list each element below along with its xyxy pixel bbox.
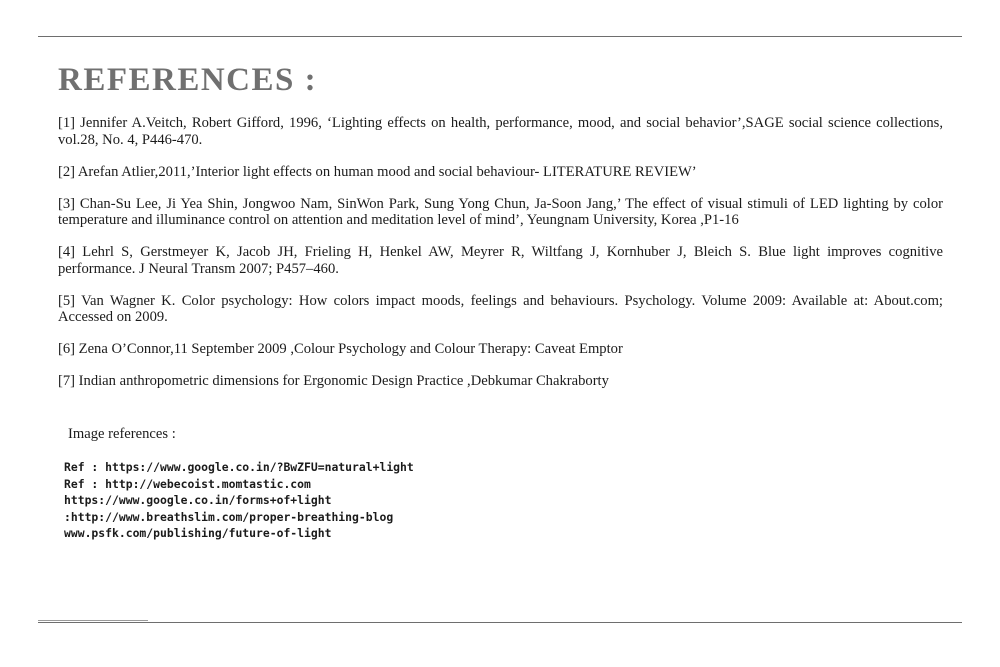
reference-item-3: [3] Chan-Su Lee, Ji Yea Shin, Jongwoo Nam, SinWon Park, Sung Yong Chun, Ja-Soon Jang,’ The effect of visual stimuli of LED lighting by color temperature and illuminance control on attention and meditation level of mind’, Yeungnam University, Korea ,P1-16 bbox=[58, 195, 943, 228]
image-reference-link-2: Ref : http://webecoist.momtastic.com bbox=[64, 476, 311, 491]
image-reference-link-5: www.psfk.com/publishing/future-of-light bbox=[64, 526, 332, 540]
reference-item-6: [6] Zena O’Connor,11 September 2009 ,Colour Psychology and Colour Therapy: Caveat Emptor bbox=[58, 341, 623, 357]
image-reference-link-4: :http://www.breathslim.com/proper-breathing-blog bbox=[64, 509, 394, 524]
image-references-label: Image references : bbox=[68, 426, 176, 442]
reference-item-4: [4] Lehrl S, Gerstmeyer K, Jacob JH, Frieling H, Henkel AW, Meyrer R, Wiltfang J, Kornhuber J, Bleich S. Blue light improves cognitive performance. J Neural Transm 2007; P457–460. bbox=[58, 244, 943, 277]
reference-item-2: [2] Arefan Atlier,2011,’Interior light effects on human mood and social behaviour- LITERATURE REVIEW’ bbox=[58, 163, 697, 180]
image-reference-list bbox=[64, 459, 414, 542]
bottom-divider bbox=[38, 622, 962, 623]
page-title: REFERENCES : bbox=[58, 62, 318, 98]
image-reference-link-3: https://www.google.co.in/forms+of+light bbox=[64, 493, 332, 507]
image-reference-link-1: Ref : https://www.google.co.in/?BwZFU=natural+light bbox=[64, 460, 414, 474]
top-divider bbox=[38, 36, 962, 37]
reference-item-5: [5] Van Wagner K. Color psychology: How colors impact moods, feelings and behaviours. Psychology. Volume 2009: Available at: About.com; Accessed on 2009. bbox=[58, 292, 943, 325]
reference-item-1: [1] Jennifer A.Veitch, Robert Gifford, 1996, ‘Lighting effects on health, performance, mood, and social behavior’,SAGE social science collections, vol.28, No. 4, P446-470. bbox=[58, 115, 943, 148]
bottom-divider-accent bbox=[38, 620, 148, 621]
reference-item-7: [7] Indian anthropometric dimensions for Ergonomic Design Practice ,Debkumar Chakraborty bbox=[58, 373, 609, 389]
reference-list bbox=[58, 115, 943, 405]
